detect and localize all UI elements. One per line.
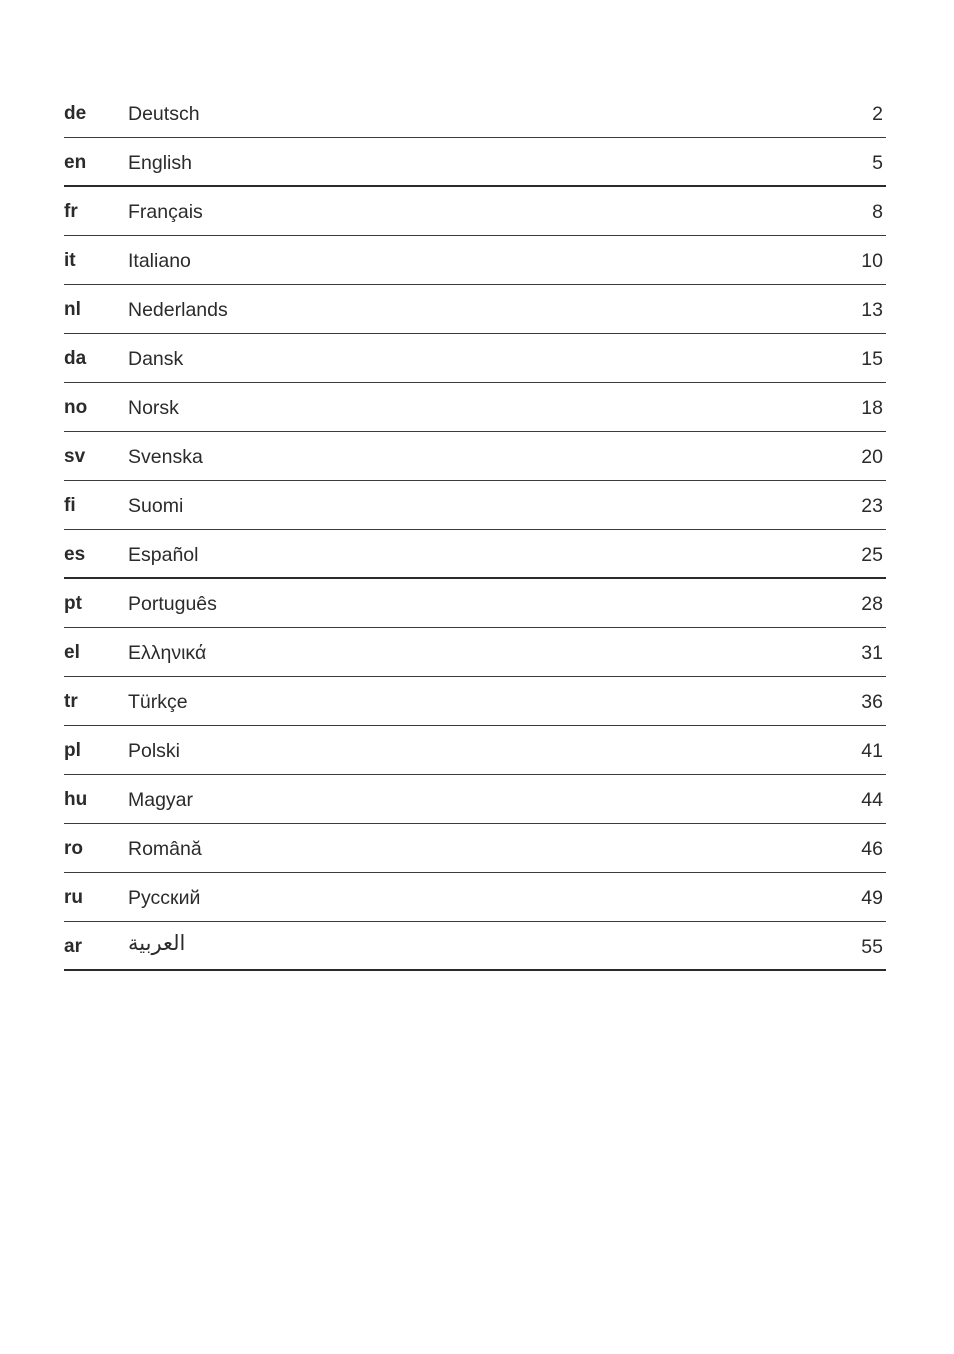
toc-entry-nl[interactable] [64, 285, 886, 334]
language-code: en [64, 152, 87, 173]
language-code: ro [64, 838, 83, 859]
language-code: de [64, 103, 87, 124]
language-name: Polski [128, 740, 181, 762]
language-name: Deutsch [128, 103, 200, 125]
language-code: tr [64, 691, 78, 712]
language-name: English [128, 152, 192, 174]
language-code: sv [64, 446, 86, 467]
page-number: 41 [861, 740, 883, 762]
page-number: 13 [861, 299, 883, 321]
page-number: 8 [872, 201, 883, 223]
toc-entry-it[interactable] [64, 236, 886, 285]
toc-entry-ro[interactable] [64, 824, 886, 873]
toc-entry-tr[interactable] [64, 677, 886, 726]
language-code: fi [64, 495, 76, 516]
toc-entry-en[interactable] [64, 138, 886, 187]
page-number: 46 [861, 838, 883, 860]
page-number: 49 [861, 887, 883, 909]
language-name: Türkçe [128, 691, 188, 713]
language-name: Nederlands [128, 299, 228, 321]
page-number: 44 [861, 789, 883, 811]
language-name: Norsk [128, 397, 179, 419]
toc-entry-sv[interactable] [64, 432, 886, 481]
toc-entry-ar[interactable] [64, 922, 886, 971]
language-name: Русский [128, 887, 201, 909]
page-number: 10 [861, 250, 883, 272]
language-name: Español [128, 544, 199, 566]
language-name: Português [128, 593, 217, 615]
toc-entry-no[interactable] [64, 383, 886, 432]
page-number: 25 [861, 544, 883, 566]
toc-entry-pt[interactable] [64, 579, 886, 628]
page-number: 31 [861, 642, 883, 664]
language-code: it [64, 250, 76, 271]
toc-entry-fr[interactable] [64, 187, 886, 236]
language-code: da [64, 348, 87, 369]
language-name: العربية [128, 932, 186, 955]
language-name: Français [128, 201, 203, 223]
page-number: 55 [861, 936, 883, 958]
toc-entry-ru[interactable] [64, 873, 886, 922]
page-number: 5 [872, 152, 883, 174]
page-number: 18 [861, 397, 883, 419]
language-code: fr [64, 201, 78, 222]
toc-entry-hu[interactable] [64, 775, 886, 824]
language-name: Magyar [128, 789, 194, 811]
page-number: 23 [861, 495, 883, 517]
page-number: 15 [861, 348, 883, 370]
page-number: 28 [861, 593, 883, 615]
toc-entry-de[interactable] [64, 89, 886, 138]
language-code: es [64, 544, 86, 565]
page-number: 36 [861, 691, 883, 713]
toc-entry-el[interactable] [64, 628, 886, 677]
toc-entry-da[interactable] [64, 334, 886, 383]
page-number: 2 [872, 103, 883, 125]
language-name: Svenska [128, 446, 203, 468]
language-name: Română [128, 838, 202, 860]
language-code: nl [64, 299, 81, 320]
language-code: hu [64, 789, 88, 810]
language-code: ar [64, 936, 82, 957]
language-code: no [64, 397, 88, 418]
language-code: el [64, 642, 80, 663]
toc-entry-pl[interactable] [64, 726, 886, 775]
table-of-contents [64, 89, 886, 971]
language-code: pl [64, 740, 81, 761]
language-name: Italiano [128, 250, 191, 272]
language-code: ru [64, 887, 83, 908]
language-name: Suomi [128, 495, 184, 517]
toc-entry-fi[interactable] [64, 481, 886, 530]
page-number: 20 [861, 446, 883, 468]
language-name: Ελληνικά [128, 642, 207, 664]
language-code: pt [64, 593, 82, 614]
toc-entry-es[interactable] [64, 530, 886, 579]
language-name: Dansk [128, 348, 184, 370]
